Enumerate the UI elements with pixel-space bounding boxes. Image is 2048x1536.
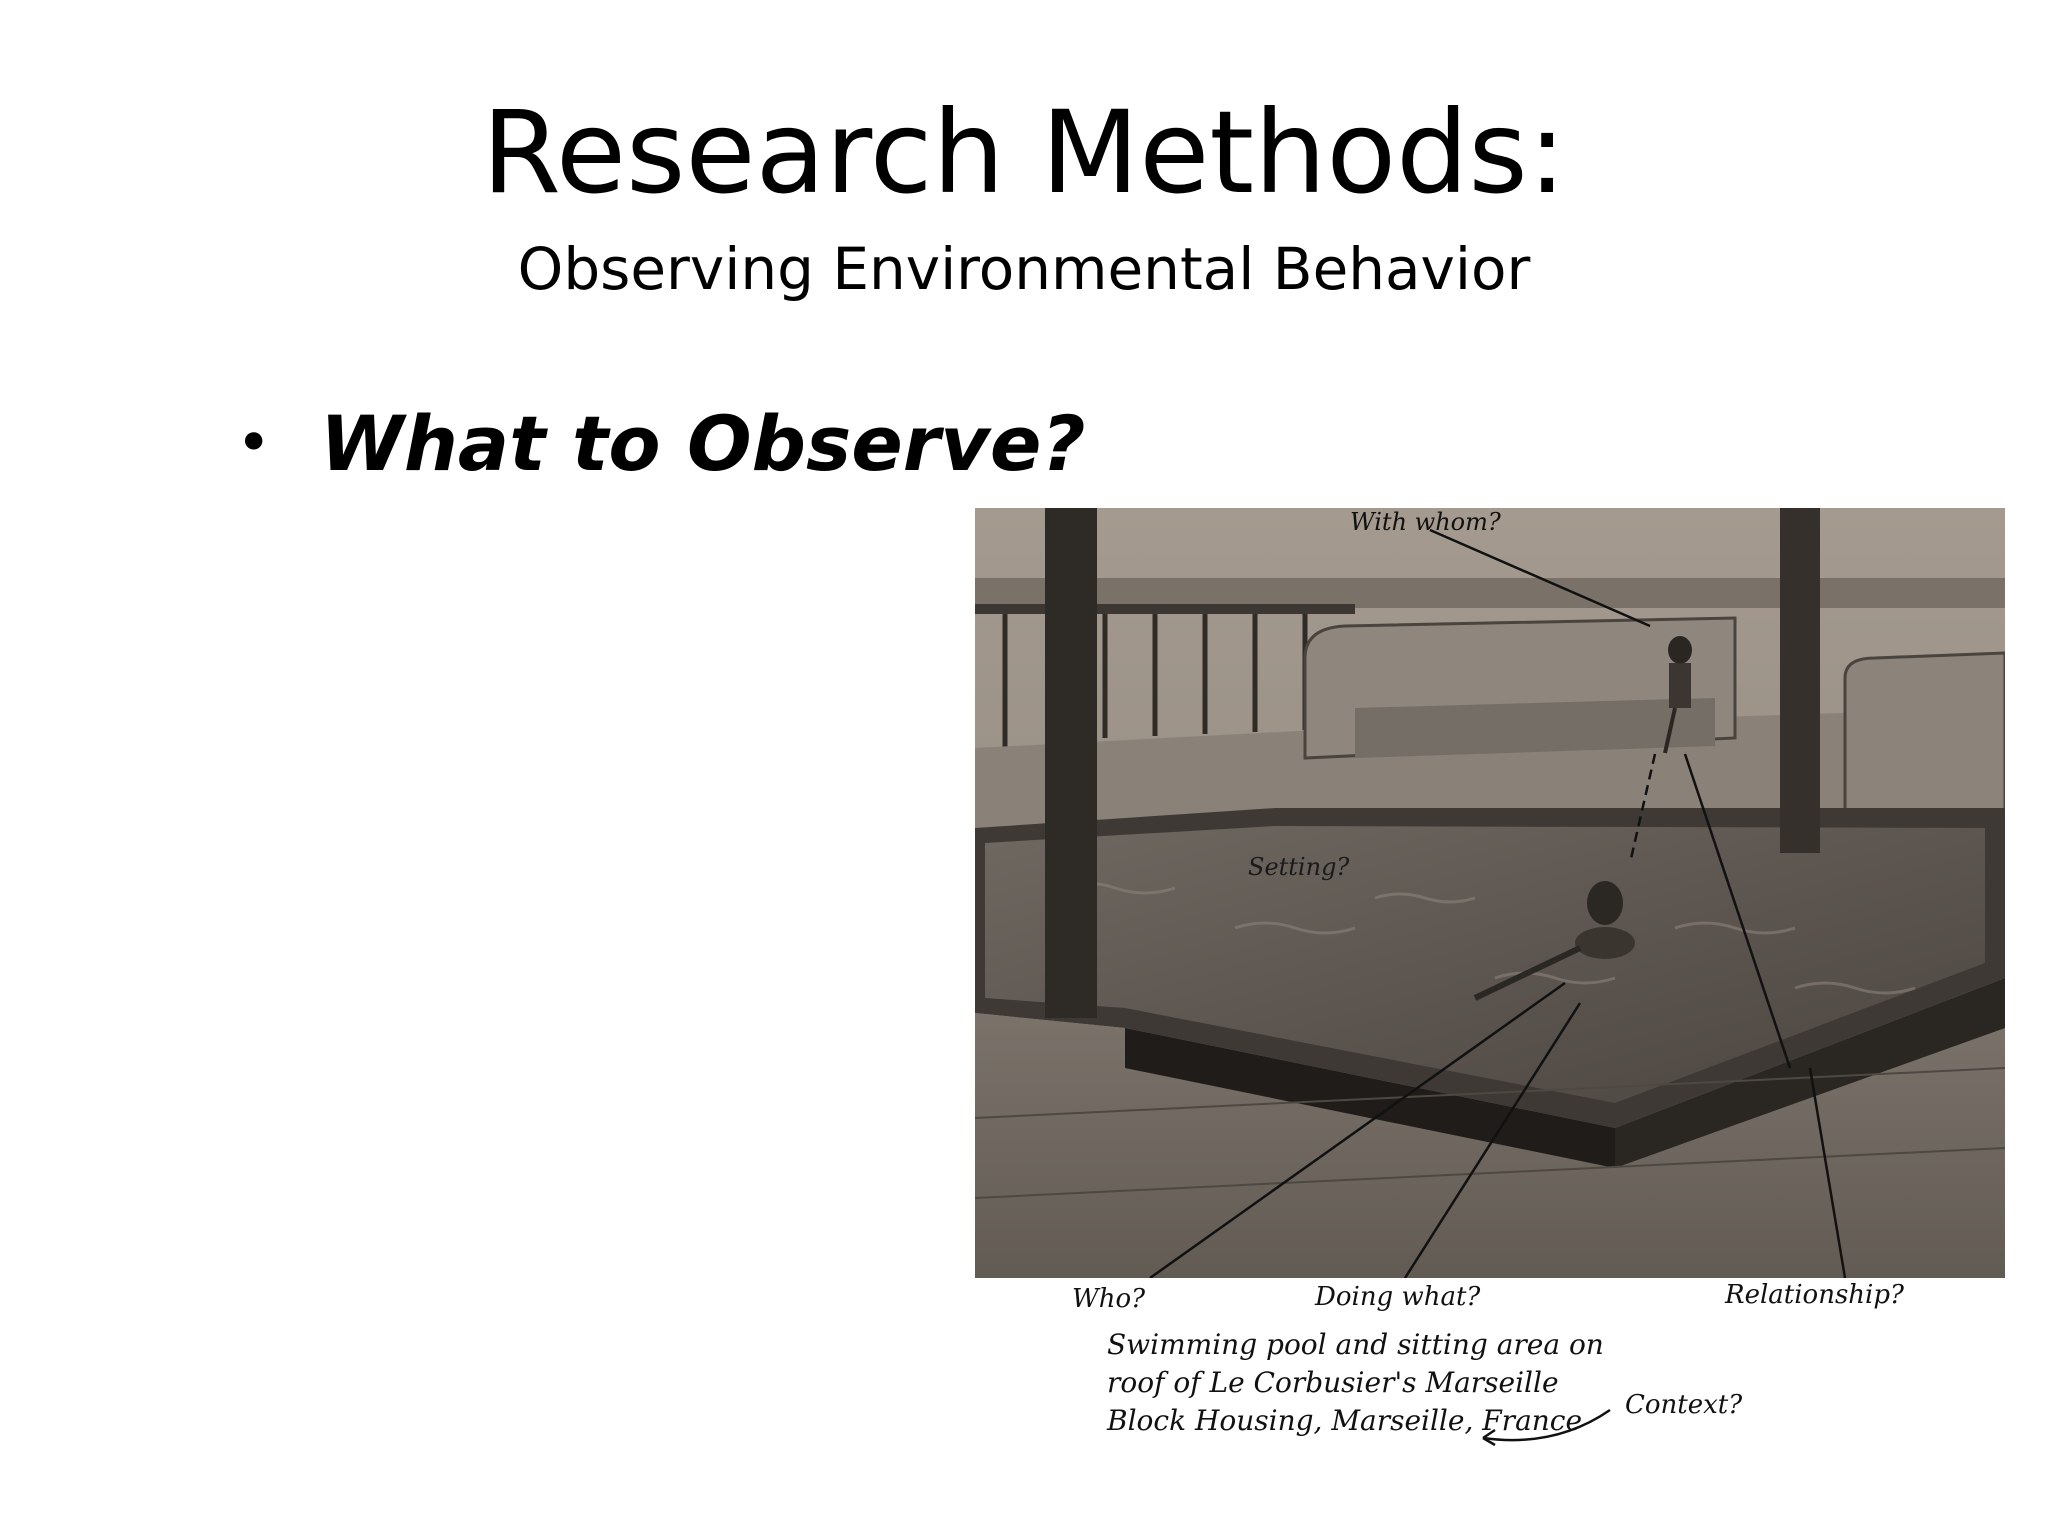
label-with-whom: With whom?	[1350, 508, 1501, 536]
annotated-photo-figure	[975, 508, 2005, 1508]
label-who: Who?	[1072, 1284, 1146, 1314]
caption-line: Swimming pool and sitting area on	[1107, 1328, 1604, 1361]
slide-title: Research Methods:	[481, 86, 1567, 219]
label-doing-what: Doing what?	[1315, 1282, 1481, 1312]
context-arrow	[1475, 1398, 1615, 1458]
label-context: Context?	[1625, 1390, 1743, 1420]
rooftop-pool-photo	[975, 508, 2005, 1278]
caption-line: Block Housing, Marseille, France	[1107, 1404, 1583, 1437]
label-relationship: Relationship?	[1725, 1280, 1904, 1310]
label-setting: Setting?	[1248, 853, 1350, 881]
bullet-text: What to Observe?	[320, 398, 1086, 488]
bullet-marker: •	[236, 408, 272, 478]
bullet-item	[236, 398, 1085, 488]
slide-subtitle: Observing Environmental Behavior	[517, 235, 1531, 303]
caption-line: roof of Le Corbusier's Marseille	[1107, 1366, 1559, 1399]
